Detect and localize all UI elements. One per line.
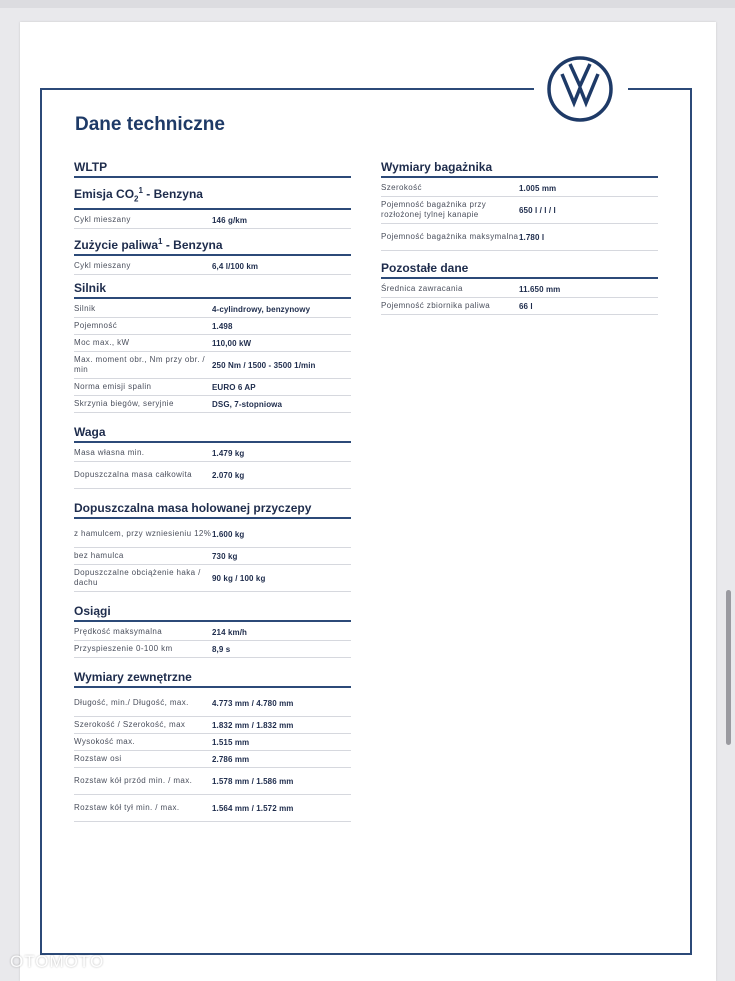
top-band bbox=[0, 0, 735, 8]
spec-row bbox=[381, 281, 658, 298]
spec-row bbox=[74, 379, 351, 396]
section-title: WLTP bbox=[74, 160, 351, 178]
spec-row bbox=[74, 641, 351, 658]
spec-label: Rozstaw kół przód min. / max. bbox=[74, 776, 193, 786]
spec-row bbox=[74, 462, 351, 489]
spec-label: Szerokość / Szerokość, max bbox=[74, 720, 186, 730]
spec-value: 8,9 s bbox=[212, 644, 231, 654]
spec-row bbox=[74, 301, 351, 318]
spec-row bbox=[74, 335, 351, 352]
spec-row bbox=[74, 751, 351, 768]
spec-value: 1.578 mm / 1.586 mm bbox=[212, 776, 294, 786]
spec-label: Dopuszczalne obciążenie haka / dachu bbox=[74, 568, 201, 588]
vw-logo-icon bbox=[547, 56, 613, 122]
spec-value: 1.564 mm / 1.572 mm bbox=[212, 803, 294, 813]
section-title: Pozostałe dane bbox=[381, 261, 658, 279]
spec-row bbox=[74, 734, 351, 751]
spec-value: 1.479 kg bbox=[212, 448, 245, 458]
spec-value: 4.773 mm / 4.780 mm bbox=[212, 698, 294, 708]
section-title: Dopuszczalna masa holowanej przyczepy bbox=[74, 501, 351, 519]
spec-label: Przyspieszenie 0-100 km bbox=[74, 644, 173, 654]
section-silnik bbox=[74, 281, 351, 413]
spec-row bbox=[74, 717, 351, 734]
spec-value: 66 l bbox=[519, 301, 533, 311]
spec-label: Norma emisji spalin bbox=[74, 382, 152, 392]
spec-value: 214 km/h bbox=[212, 627, 248, 637]
spec-label: Skrzynia biegów, seryjnie bbox=[74, 399, 174, 409]
spec-value: DSG, 7-stopniowa bbox=[212, 399, 283, 409]
section-osiagi bbox=[74, 604, 351, 658]
spec-value: 110,00 kW bbox=[212, 338, 252, 348]
spec-value: 650 l / l / l bbox=[519, 205, 556, 215]
section-title: Osiągi bbox=[74, 604, 351, 622]
spec-value: 1.600 kg bbox=[212, 529, 245, 539]
section-bagaznik bbox=[381, 160, 658, 251]
spec-label: Pojemność bagażnika przy rozłożonej tylnej kanapie bbox=[381, 200, 487, 219]
section-title: Zużycie paliwa$^1$ - Benzyna bbox=[74, 235, 351, 256]
spec-row bbox=[381, 180, 658, 197]
spec-row bbox=[74, 212, 351, 229]
spec-value: 11.650 mm bbox=[519, 284, 561, 294]
spec-label: Masa własna min. bbox=[74, 448, 145, 458]
spec-value: 1.515 mm bbox=[212, 737, 250, 747]
section-emisja bbox=[74, 184, 351, 229]
spec-label: z hamulcem, przy wzniesieniu 12% bbox=[74, 529, 212, 539]
spec-value: 4-cylindrowy, benzynowy bbox=[212, 304, 311, 314]
spec-label: Wysokość max. bbox=[74, 737, 136, 747]
spec-label: Pojemność bbox=[74, 321, 118, 331]
spec-label: Rozstaw kół tył min. / max. bbox=[74, 803, 180, 813]
spec-value: 730 kg bbox=[212, 551, 238, 561]
spec-row bbox=[74, 258, 351, 275]
section-pozostale bbox=[381, 261, 658, 315]
section-zuzycie bbox=[74, 235, 351, 275]
spec-value: 250 Nm / 1500 - 3500 1/min bbox=[212, 360, 316, 370]
spec-label: Rozstaw osi bbox=[74, 754, 122, 764]
spec-label: Szerokość bbox=[381, 183, 422, 192]
spec-row bbox=[74, 521, 351, 548]
spec-row bbox=[74, 318, 351, 335]
spec-value: 1.498 bbox=[212, 321, 233, 331]
spec-row bbox=[381, 298, 658, 315]
right-column bbox=[381, 160, 658, 323]
section-wltp bbox=[74, 160, 351, 178]
spec-label: Silnik bbox=[74, 304, 96, 314]
spec-row bbox=[381, 197, 658, 224]
spec-row bbox=[74, 624, 351, 641]
spec-row bbox=[74, 690, 351, 717]
spec-value: 1.780 l bbox=[519, 232, 545, 242]
section-wymiary bbox=[74, 670, 351, 822]
section-title: Wymiary bagażnika bbox=[381, 160, 658, 178]
spec-value: 1.832 mm / 1.832 mm bbox=[212, 720, 294, 730]
spec-label: Moc max., kW bbox=[74, 338, 130, 348]
spec-label: Cykl mieszany bbox=[74, 215, 131, 225]
spec-value: 90 kg / 100 kg bbox=[212, 573, 266, 583]
spec-label: Długość, min./ Długość, max. bbox=[74, 698, 189, 708]
spec-row bbox=[74, 565, 351, 592]
spec-label: Dopuszczalna masa całkowita bbox=[74, 470, 192, 480]
spec-label: Prędkość maksymalna bbox=[74, 627, 163, 637]
section-holowanie bbox=[74, 501, 351, 592]
scrollbar[interactable] bbox=[726, 590, 731, 745]
page-title: Dane techniczne bbox=[75, 114, 225, 135]
left-column bbox=[74, 160, 351, 830]
spec-value: 6,4 l/100 km bbox=[212, 261, 259, 271]
section-title: Silnik bbox=[74, 281, 351, 299]
spec-label: bez hamulca bbox=[74, 551, 124, 561]
watermark: OTOMOTO bbox=[10, 952, 105, 971]
spec-row bbox=[74, 396, 351, 413]
spec-row bbox=[74, 352, 351, 379]
section-title: Waga bbox=[74, 425, 351, 443]
section-title: Wymiary zewnętrzne bbox=[74, 670, 351, 688]
spec-label: Max. moment obr., Nm przy obr. / min bbox=[74, 355, 206, 375]
spec-label: Średnica zawracania bbox=[381, 284, 463, 293]
frame-top-right bbox=[628, 88, 692, 90]
spec-value: 2.786 mm bbox=[212, 754, 250, 764]
spec-value: 2.070 kg bbox=[212, 470, 245, 480]
spec-row bbox=[74, 445, 351, 462]
spec-value: EURO 6 AP bbox=[212, 382, 256, 392]
section-title: Emisja $CO_2^1$ - Benzyna bbox=[74, 184, 351, 210]
frame-top-left bbox=[40, 88, 534, 90]
spec-row bbox=[74, 768, 351, 795]
spec-row bbox=[74, 548, 351, 565]
spec-label: Pojemność bagażnika maksymalna bbox=[381, 232, 519, 241]
spec-row bbox=[381, 224, 658, 251]
spec-value: 146 g/km bbox=[212, 215, 248, 225]
spec-label: Cykl mieszany bbox=[74, 261, 131, 271]
spec-row bbox=[74, 795, 351, 822]
section-waga bbox=[74, 425, 351, 489]
spec-value: 1.005 mm bbox=[519, 183, 557, 193]
spec-label: Pojemność zbiornika paliwa bbox=[381, 301, 491, 310]
